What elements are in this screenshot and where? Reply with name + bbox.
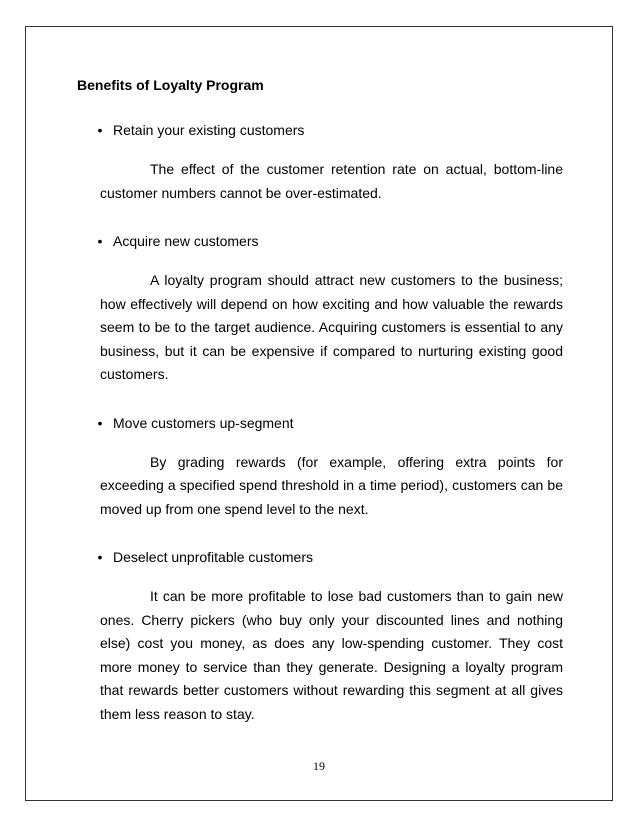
paragraph: The effect of the customer retention rate on actual, bottom-line customer numbers cannot be over-estimated. <box>100 161 563 201</box>
bullet-label: Move customers up-segment <box>113 414 294 431</box>
bullet-item <box>77 120 563 140</box>
bullet-icon: • <box>97 233 103 249</box>
page-number: 19 <box>313 759 325 773</box>
bullet-icon: • <box>97 414 103 431</box>
bullet-item <box>77 547 563 567</box>
paragraph: By grading rewards (for example, offering extra points for exceeding a specified spend threshold in a time period), customers can be moved up from one spend level to the next. <box>100 453 563 517</box>
section-heading: Benefits of Loyalty Program <box>77 77 264 93</box>
document-body <box>77 75 563 752</box>
benefit-section-deselect <box>77 547 563 726</box>
paragraph: It can be more profitable to lose bad customers than to gain new ones. Cherry pickers (who buy only your discounted lines and nothing else) cost you money, as does any low-spending customer. They cost more money to service than they generate. Designing a loyalty program that rewards better customers without rewarding this segment at all gives them less reason to stay. <box>100 588 563 722</box>
benefit-section-acquire <box>77 231 563 387</box>
benefit-section-retain <box>77 120 563 205</box>
bullet-item <box>77 413 563 433</box>
paragraph: A loyalty program should attract new customers to the business; how effectively will depend on how exciting and how valuable the rewards seem to be to the target audience. Acquiring customers is essential to any business, but it can be expensive if compared to nurturing existing good customers. <box>100 272 563 382</box>
bullet-label: Acquire new customers <box>113 233 259 249</box>
bullet-icon: • <box>97 549 103 565</box>
bullet-label: Deselect unprofitable customers <box>113 549 313 565</box>
bullet-item <box>77 231 563 251</box>
benefit-section-up-segment <box>77 413 563 522</box>
bullet-label: Retain your existing customers <box>113 122 305 138</box>
bullet-icon: • <box>97 122 103 138</box>
